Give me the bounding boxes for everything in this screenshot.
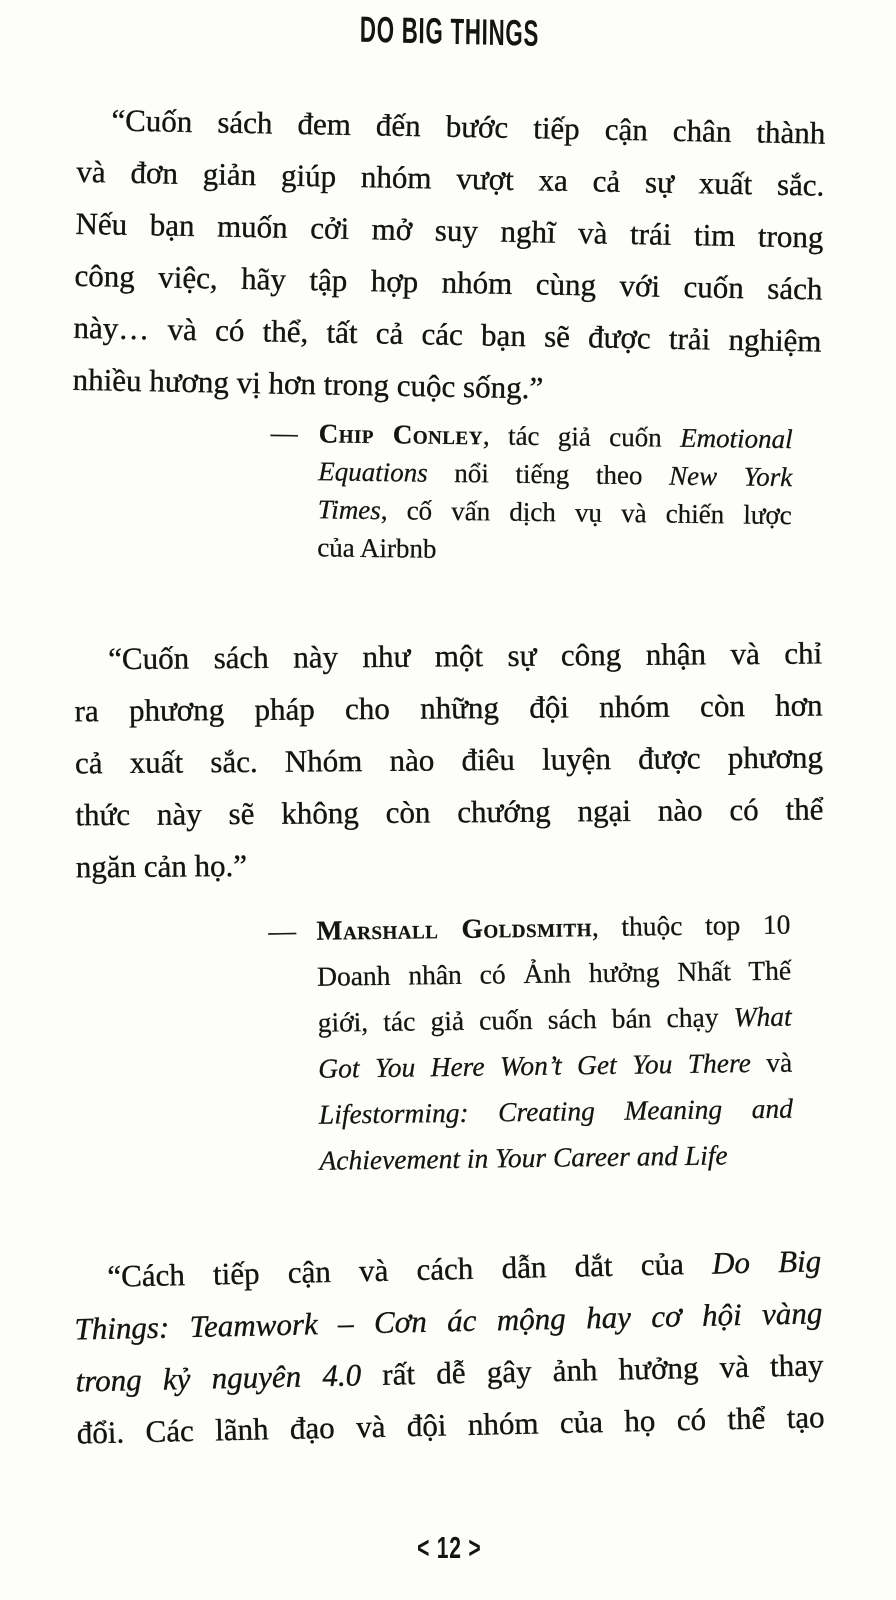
text-segment: “Cách tiếp cận và cách dẫn dắt của bbox=[106, 1245, 713, 1294]
text-line bbox=[74, 679, 822, 737]
text-line bbox=[319, 1132, 794, 1184]
em-dash: — bbox=[270, 417, 298, 449]
text-segment: Achievement in Your Career and Life bbox=[319, 1139, 728, 1176]
text-line bbox=[318, 414, 792, 458]
text-segment: của Airbnb bbox=[317, 532, 437, 564]
book-title-header: DO BIG THINGS bbox=[359, 8, 539, 55]
text-segment: cả xuất sắc. Nhóm nào điêu luyện được phương bbox=[74, 739, 824, 781]
text-line bbox=[74, 627, 822, 685]
text-segment: Doanh nhân có Ảnh hưởng Nhất Thế bbox=[316, 954, 792, 992]
text-segment: Nếu bạn muốn cởi mở suy nghĩ và trái tim trong bbox=[75, 205, 824, 255]
text-segment: giới, tác giả cuốn sách bán chạy bbox=[317, 1001, 734, 1038]
text-segment: này… và có thể, tất cả các bạn sẽ được trải nghiệm bbox=[73, 309, 822, 359]
text-segment: “Cuốn sách này như một sự công nhận và chỉ bbox=[108, 635, 823, 677]
page-footer bbox=[75, 1533, 823, 1564]
text-segment: Emotional bbox=[679, 422, 793, 455]
text-segment: , tác giả cuốn bbox=[482, 420, 681, 453]
text-segment: trong kỷ nguyên 4.0 bbox=[75, 1357, 362, 1399]
text-segment: rất dễ gây ảnh hưởng và thay bbox=[360, 1347, 824, 1393]
text-segment: , cố vấn dịch vụ và chiến lược bbox=[380, 495, 792, 531]
book-header bbox=[75, 8, 823, 55]
text-line bbox=[317, 528, 791, 572]
text-segment: nhiều hương vị hơn trong cuộc sống.” bbox=[72, 361, 544, 406]
text-segment: và đơn giản giúp nhóm vượt xa cả sự xuất sắc. bbox=[76, 153, 825, 203]
text-segment: và bbox=[750, 1046, 793, 1079]
text-segment: “Cuốn sách đem đến bước tiếp cận chân thành bbox=[111, 102, 826, 151]
attribution-chip-conley bbox=[269, 414, 793, 572]
text-segment: nổi tiếng theo bbox=[427, 457, 670, 491]
text-line bbox=[318, 1040, 793, 1092]
person-name: Marshall Goldsmith bbox=[316, 911, 593, 946]
text-segment: Got You Here Won’t Get You There bbox=[318, 1047, 752, 1084]
text-line bbox=[75, 731, 823, 789]
text-segment: Lifestorming: Creating Meaning and bbox=[318, 1092, 794, 1130]
text-segment: công việc, hãy tập hợp nhóm cùng với cuốn sách bbox=[74, 257, 823, 307]
attribution-text bbox=[316, 902, 794, 1184]
text-segment: New York bbox=[668, 460, 793, 493]
attribution-marshall-goldsmith bbox=[268, 902, 794, 1185]
page-number: < 12 > bbox=[416, 1531, 482, 1565]
text-segment: ra phương pháp cho những đội nhóm còn hơn bbox=[74, 687, 823, 729]
quote-marshall-goldsmith bbox=[74, 627, 824, 893]
text-line bbox=[76, 835, 824, 893]
text-line bbox=[317, 948, 792, 1000]
em-dash: — bbox=[268, 915, 297, 947]
text-segment: đổi. Các lãnh đạo và đội nhóm của họ có thể tạo bbox=[76, 1399, 825, 1451]
text-segment: Times bbox=[317, 494, 381, 526]
text-segment: Things: Teamwork – Cơn ác mộng hay cơ hội vàng bbox=[74, 1295, 823, 1347]
text-segment: ngăn cản họ.” bbox=[75, 848, 248, 885]
text-segment: thức này sẽ không còn chướng ngại nào có thể bbox=[75, 791, 824, 833]
text-line bbox=[318, 490, 792, 534]
text-line bbox=[316, 902, 791, 954]
text-segment: Equations bbox=[318, 456, 428, 488]
attribution-text bbox=[317, 414, 793, 572]
text-line bbox=[318, 452, 792, 496]
text-line bbox=[75, 783, 823, 841]
text-segment: Do Big bbox=[711, 1243, 822, 1281]
text-segment: What bbox=[733, 1000, 792, 1033]
text-segment: , thuộc top 10 bbox=[591, 908, 791, 943]
quote-chip-conley bbox=[72, 94, 826, 420]
person-name: Chip Conley bbox=[318, 418, 484, 451]
text-line bbox=[317, 994, 792, 1046]
text-line bbox=[319, 1086, 794, 1138]
quote-do-big-things bbox=[73, 1235, 825, 1459]
